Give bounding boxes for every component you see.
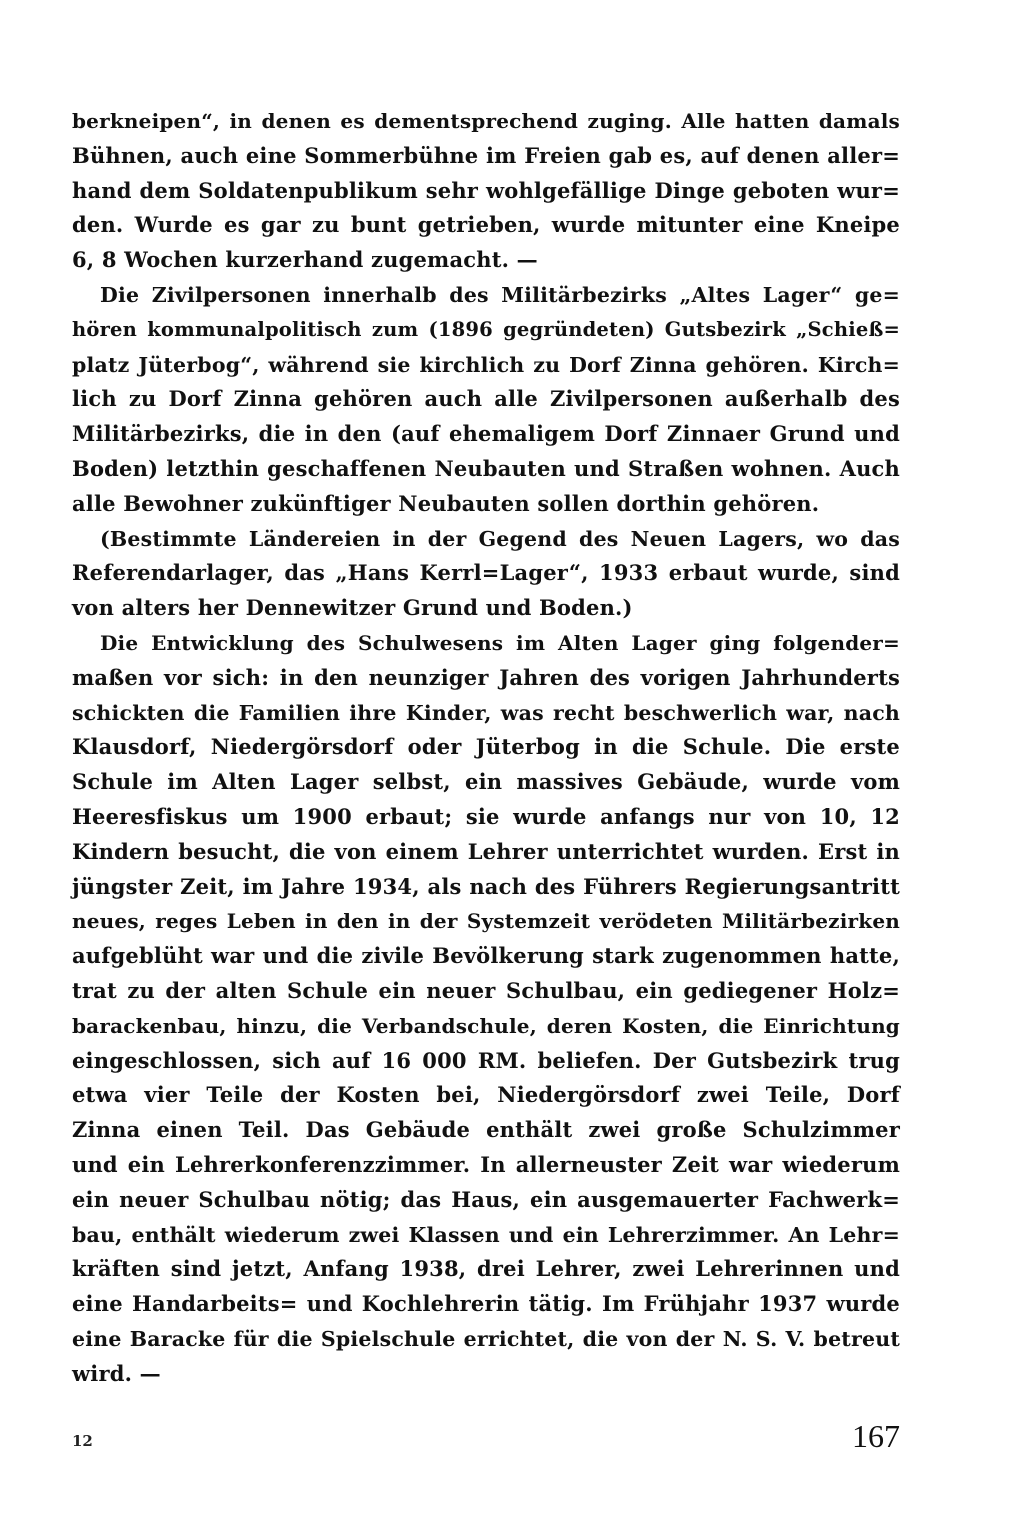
text-line: eine Baracke für die Spielschule errichtet, die von der N. S. V. betreut xyxy=(72,1326,900,1351)
text-line: eingeschlossen, sich auf 16 000 RM. beliefen. Der Gutsbezirk trug xyxy=(72,1047,900,1073)
text-line: Kindern besucht, die von einem Lehrer unterrichtet wurden. Erst in xyxy=(72,838,900,864)
text-line: trat zu der alten Schule ein neuer Schulbau, ein gediegener Holz= xyxy=(72,977,900,1003)
text-line: hand dem Soldatenpublikum sehr wohlgefällige Dinge geboten wur= xyxy=(72,177,900,203)
text-line: schickten die Familien ihre Kinder, was recht beschwerlich war, nach xyxy=(72,700,900,725)
text-line: neues, reges Leben in den in der Systemzeit verödeten Militärbezirken xyxy=(72,909,900,934)
text-line: den. Wurde es gar zu bunt getrieben, wurde mitunter eine Kneipe xyxy=(72,212,900,238)
text-line: ein neuer Schulbau nötig; das Haus, ein ausgemauerter Fachwerk= xyxy=(72,1186,900,1212)
page-number: 167 xyxy=(852,1418,900,1454)
printer-signature-mark: 12 xyxy=(72,1432,93,1450)
text-line: platz Jüterbog“, während sie kirchlich zu Dorf Zinna gehören. Kirch= xyxy=(72,352,900,377)
paragraph-start-line: (Bestimmte Ländereien in der Gegend des Neuen Lagers, wo das xyxy=(100,526,900,551)
text-line: maßen vor sich: in den neunziger Jahren des vorigen Jahrhunderts xyxy=(72,664,900,690)
text-line: jüngster Zeit, im Jahre 1934, als nach des Führers Regierungsantritt xyxy=(72,873,900,899)
paragraph-start-line: Die Zivilpersonen innerhalb des Militärbezirks „Altes Lager“ ge= xyxy=(100,282,900,307)
text-line: hören kommunalpolitisch zum (1896 gegründeten) Gutsbezirk „Schieß= xyxy=(72,317,900,341)
text-line: Boden) letzthin geschaffenen Neubauten und Straßen wohnen. Auch xyxy=(72,455,900,481)
text-line: wird. — xyxy=(72,1360,161,1386)
text-line: Schule im Alten Lager selbst, ein massives Gebäude, wurde vom xyxy=(72,769,900,795)
text-line: Militärbezirks, die in den (auf ehemaligem Dorf Zinnaer Grund und xyxy=(72,421,900,447)
text-line: etwa vier Teile der Kosten bei, Niedergörsdorf zwei Teile, Dorf xyxy=(72,1082,900,1108)
text-line: Klausdorf, Niedergörsdorf oder Jüterbog in die Schule. Die erste xyxy=(72,734,900,760)
text-line: berkneipen“, in denen es dementsprechend zuging. Alle hatten damals xyxy=(72,109,900,133)
text-line: Bühnen, auch eine Sommerbühne im Freien gab es, auf denen aller= xyxy=(72,142,900,168)
text-line: Referendarlager, das „Hans Kerrl=Lager“, 1933 erbaut wurde, sind xyxy=(72,560,900,586)
text-line: von alters her Dennewitzer Grund und Boden.) xyxy=(72,595,633,621)
text-line: bau, enthält wiederum zwei Klassen und ein Lehrerzimmer. An Lehr= xyxy=(72,1222,900,1247)
text-line: alle Bewohner zukünftiger Neubauten sollen dorthin gehören. xyxy=(72,490,820,516)
text-line: eine Handarbeits= und Kochlehrerin tätig. Im Frühjahr 1937 wurde xyxy=(72,1291,900,1317)
text-line: lich zu Dorf Zinna gehören auch alle Zivilpersonen außerhalb des xyxy=(72,386,900,412)
paragraph-start-line: Die Entwicklung des Schulwesens im Alten Lager ging folgender= xyxy=(100,630,900,655)
text-line: 6, 8 Wochen kurzerhand zugemacht. — xyxy=(72,247,538,273)
body-text xyxy=(72,104,900,1391)
text-line: barackenbau, hinzu, die Verbandschule, deren Kosten, die Einrichtung xyxy=(72,1013,900,1038)
text-line: aufgeblüht war und die zivile Bevölkerung stark zugenommen hatte, xyxy=(72,943,900,969)
text-line: kräften sind jetzt, Anfang 1938, drei Lehrer, zwei Lehrerinnen und xyxy=(72,1256,900,1282)
text-line: Zinna einen Teil. Das Gebäude enthält zwei große Schulzimmer xyxy=(72,1117,900,1143)
text-line: Heeresfiskus um 1900 erbaut; sie wurde anfangs nur von 10, 12 xyxy=(72,803,900,829)
text-line: und ein Lehrerkonferenzzimmer. In allerneuster Zeit war wiederum xyxy=(72,1151,900,1177)
